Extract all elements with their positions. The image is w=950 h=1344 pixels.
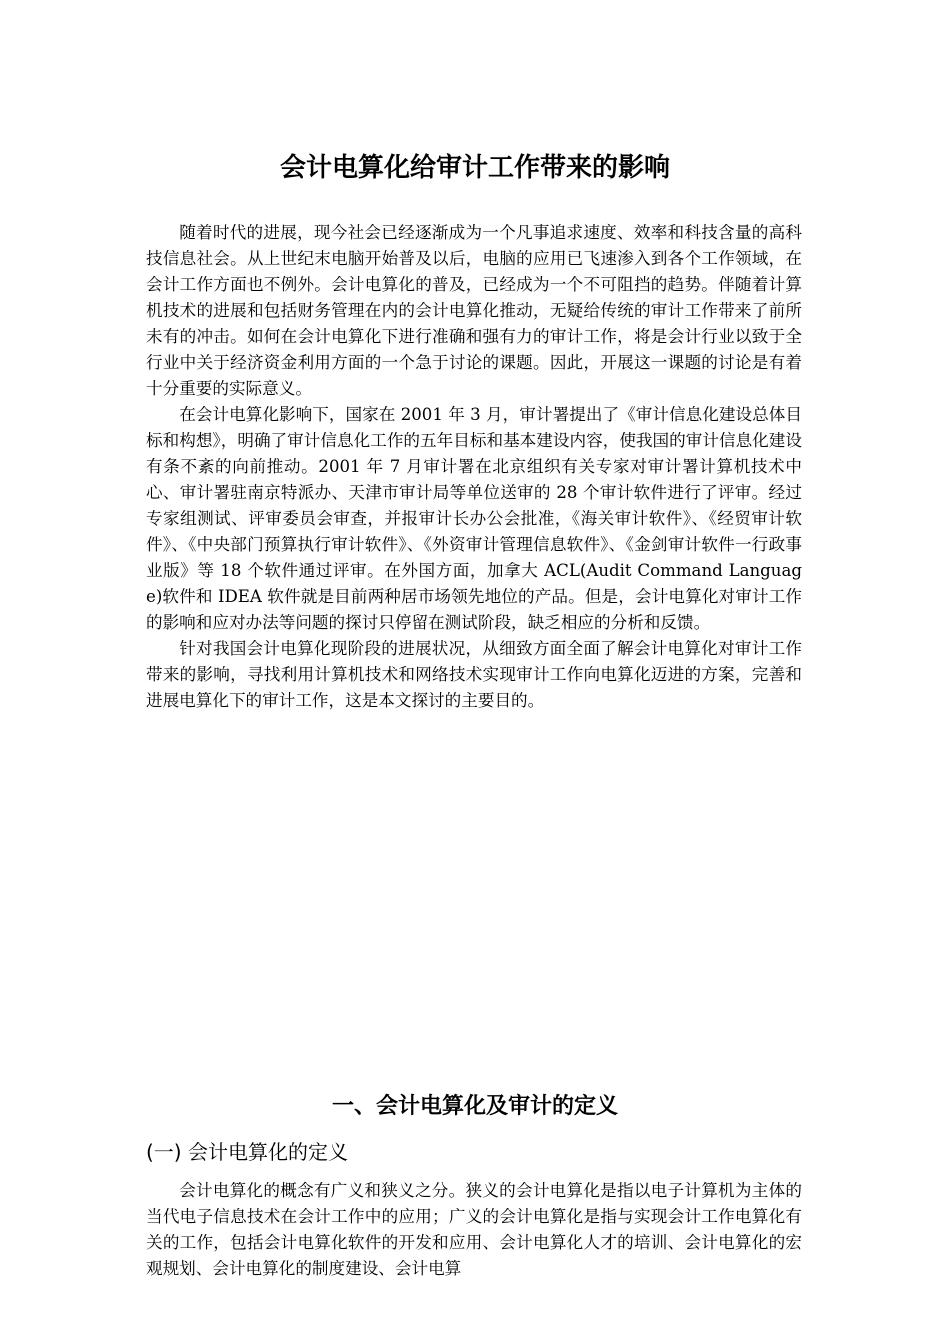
intro-paragraph-3: 针对我国会计电算化现阶段的进展状况，从细致方面全面了解会计电算化对审计工作带来的影响，寻找利用计算机技术和网络技术实现审计工作向电算化迈进的方案，完善和进展电算化下的审计工作，这是本文探讨的主要目的。: [146, 639, 802, 710]
section-heading: 一、会计电算化及审计的定义: [331, 1094, 618, 1119]
intro-section: [146, 220, 802, 714]
subsection-heading: (一) 会计电算化的定义: [146, 1140, 348, 1164]
intro-paragraph-1: 随着时代的进展，现今社会已经逐渐成为一个凡事追求速度、效率和科技含量的高科技信息社会。从上世纪末电脑开始普及以后，电脑的应用已飞速渗入到各个工作领域，在会计工作方面也不例外。会计电算化的普及，已经成为一个不可阻挡的趋势。伴随着计算机技术的进展和包括财务管理在内的会计电算化推动，无疑给传统的审计工作带来了前所未有的冲击。如何在会计电算化下进行准确和强有力的审计工作，将是会计行业以致于全行业中关于经济资金利用方面的一个急于讨论的课题。因此，开展这一课题的讨论是有着十分重要的实际意义。: [146, 223, 802, 398]
intro-paragraph-2: 在会计电算化影响下，国家在 2001 年 3 月，审计署提出了《审计信息化建设总体目标和构想》，明确了审计信息化工作的五年目标和基本建设内容，使我国的审计信息化建设有条不紊的向前推动。2001 年 7 月审计署在北京组织有关专家对审计署计算机技术中心、审计署驻南京特派办、天津市审计局等单位送审的 28 个审计软件进行了评审。经过专家组测试、评审委员会审查，并报审计长办公会批准，《海关审计软件》、《经贸审计软件》、《中央部门预算执行审计软件》、《外资审计管理信息软件》、《金剑审计软件一行政事业版》等 18 个软件通过评审。在外国方面，加拿大 ACL(Audit Command Language)软件和 IDEA 软件就是目前两种居市场领先地位的产品。但是，会计电算化对审计工作的影响和应对办法等问题的探讨只停留在测试阶段，缺乏相应的分析和反馈。: [146, 405, 802, 632]
document-title: 会计电算化给审计工作带来的影响: [279, 153, 670, 183]
definition-section: [146, 1178, 802, 1282]
definition-paragraph: 会计电算化的概念有广义和狭义之分。狭义的会计电算化是指以电子计算机为主体的当代电子信息技术在会计工作中的应用；广义的会计电算化是指与实现会计工作电算化有关的工作，包括会计电算化软件的开发和应用、会计电算化人才的培训、会计电算化的宏观规划、会计电算化的制度建设、会计电算: [146, 1181, 802, 1278]
